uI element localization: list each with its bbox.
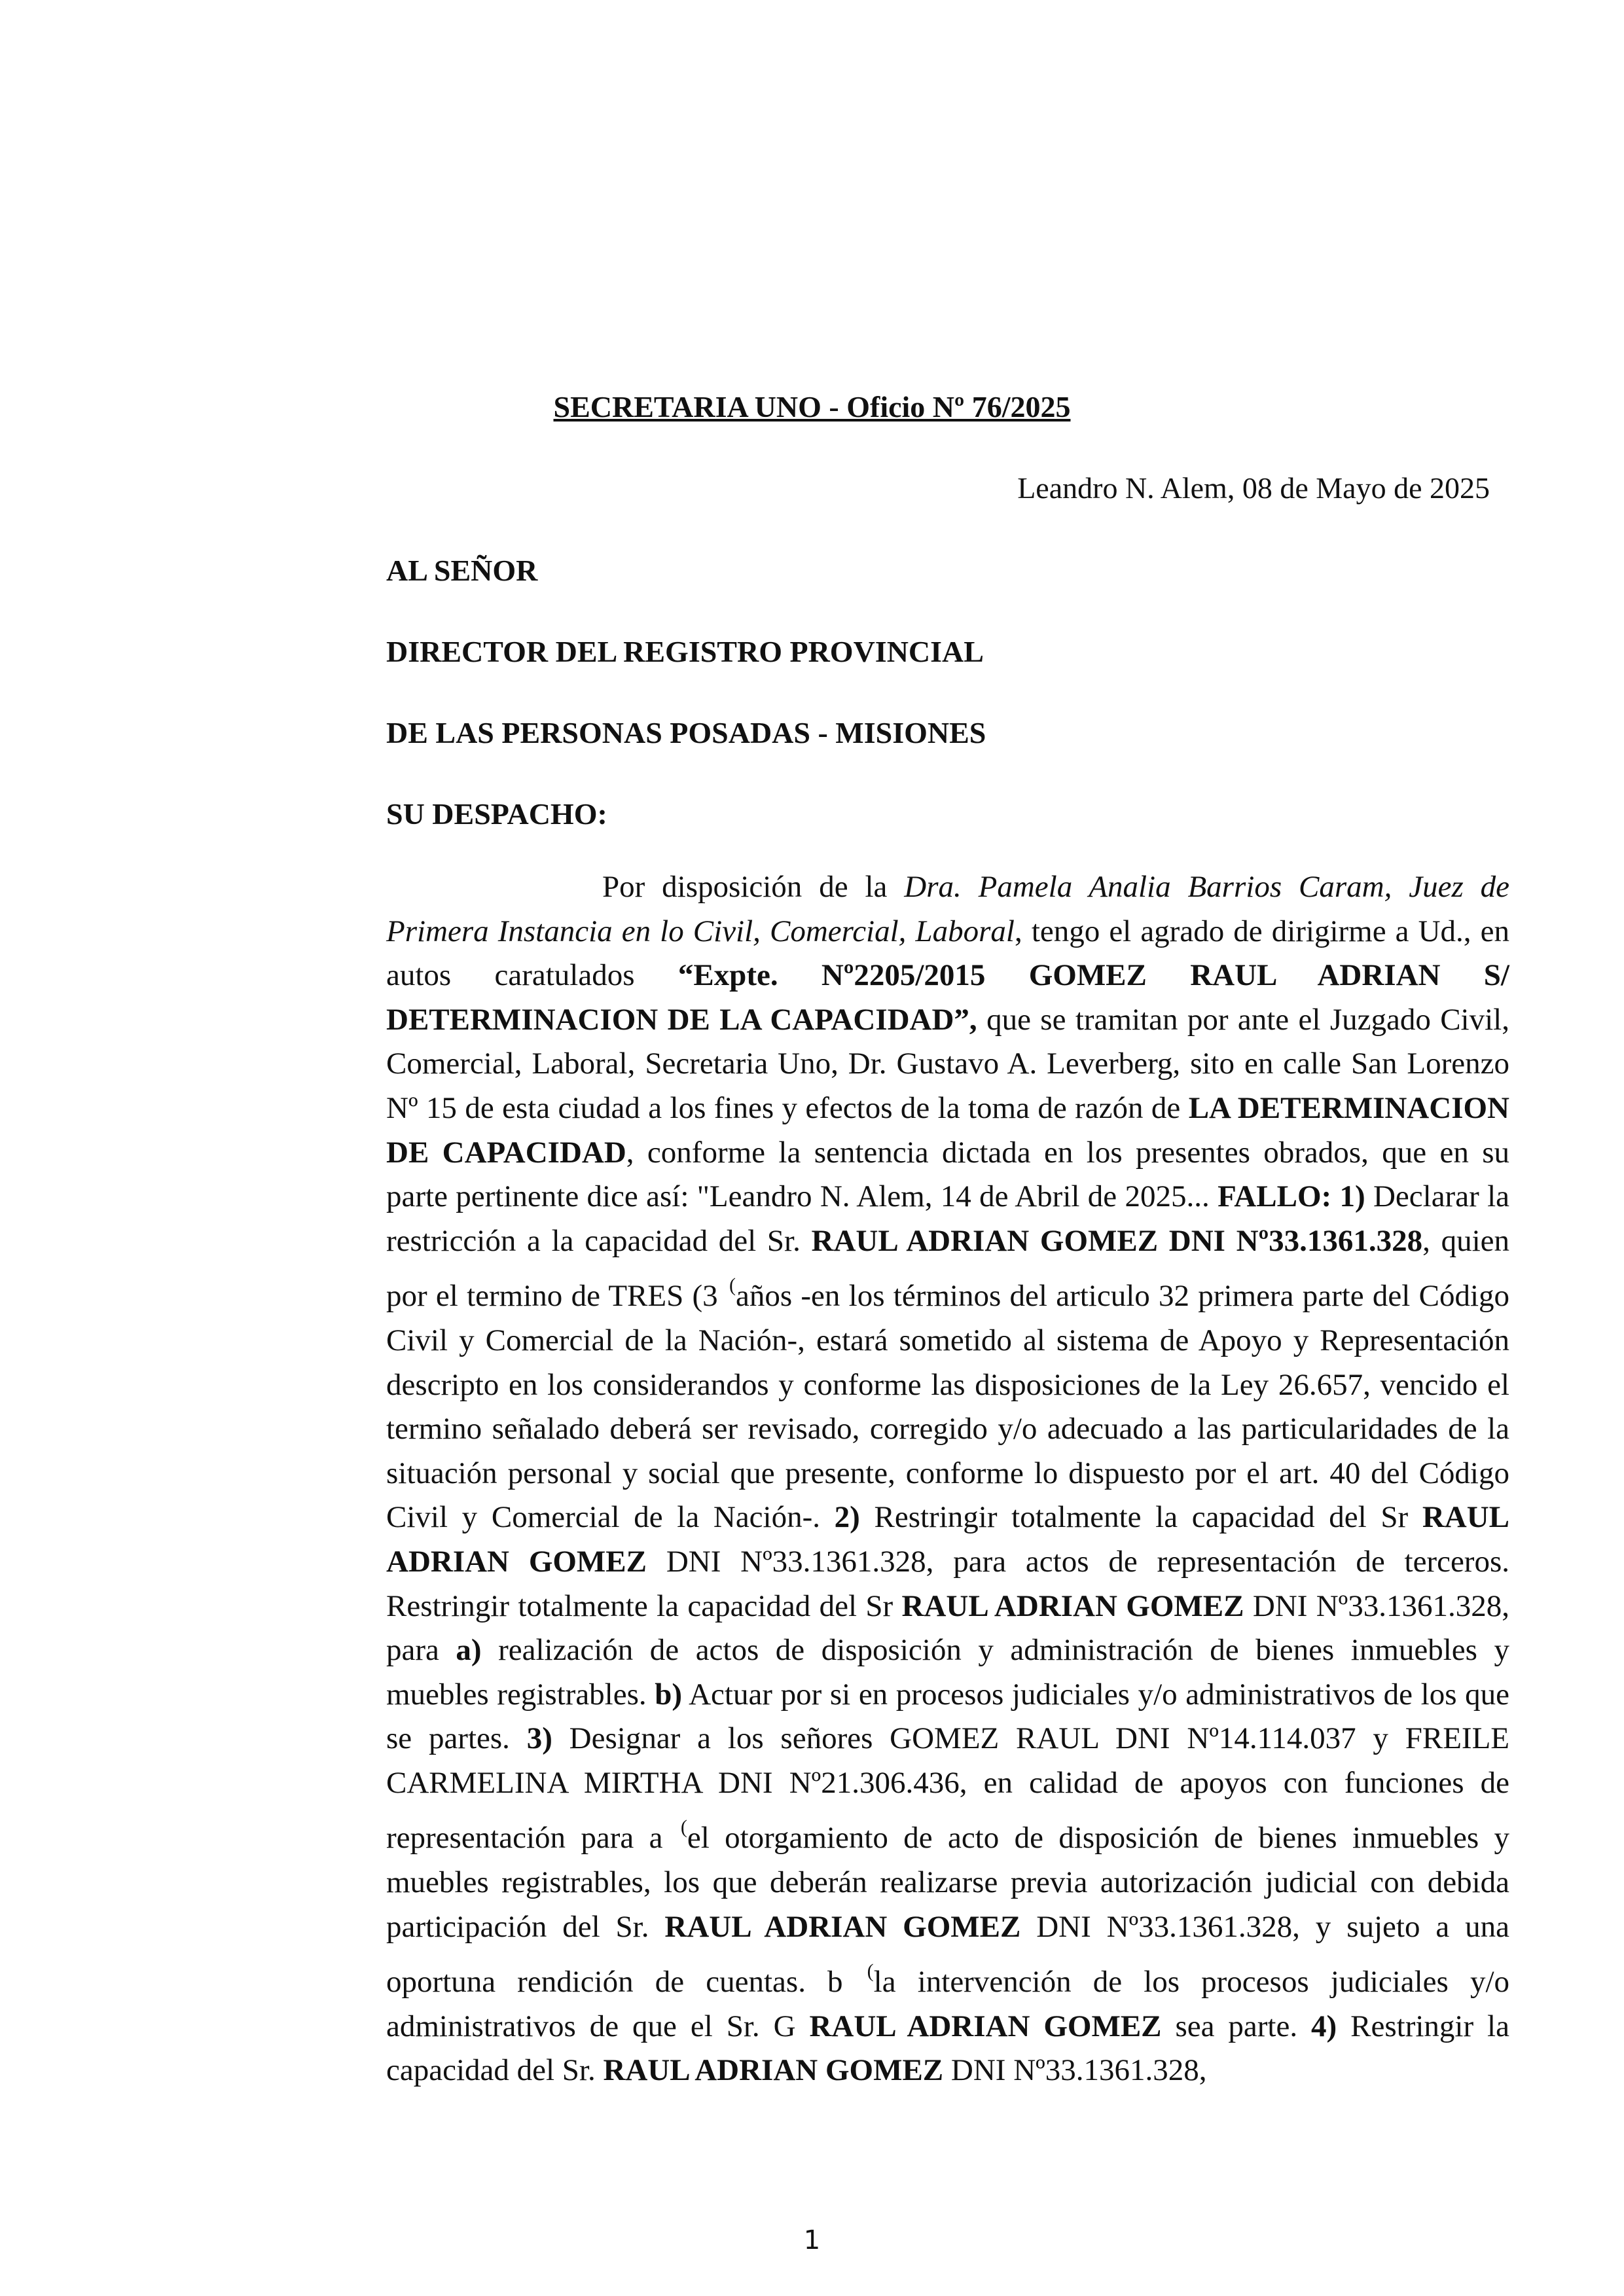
superscript-paren: ( — [729, 1274, 736, 1297]
body-text-segment: Restringir la capacidad del Sr. — [386, 2009, 1509, 2088]
date-line: Leandro N. Alem, 08 de Mayo de 2025 — [1017, 471, 1490, 505]
oficio-heading — [0, 387, 1624, 427]
body-text-segment: , tengo el agrado de dirigirme a Ud., en autos caratulados — [386, 914, 1509, 993]
addressee-line-3: DE LAS PERSONAS POSADAS - MISIONES — [386, 716, 986, 749]
judge-name: Dra. Pamela Analia Barrios Caram, Juez de Primera Instancia en lo Civil, Comercial, Laboral — [386, 870, 1510, 948]
body-text-segment: Actuar por si en procesos judiciales y/o administrativos de los que se partes. — [386, 1677, 1509, 1756]
person-name: RAUL ADRIAN GOMEZ — [664, 1909, 1021, 1944]
page-number: 1 — [803, 2225, 821, 2255]
body-text-segment: la intervención de los procesos judiciales y/o administrativos de que el Sr. G — [386, 1965, 1509, 2043]
subject-emphasis: LA DETERMINACION DE CAPACIDAD — [386, 1090, 1509, 1170]
addressee-line-2: DIRECTOR DEL REGISTRO PROVINCIAL — [386, 635, 984, 668]
body-text-segment: DNI Nº33.1361.328, y sujeto a una oportuna rendición de cuentas. b — [386, 1909, 1509, 2000]
item-number: 2) — [834, 1500, 860, 1535]
case-title: “Expte. Nº2205/2015 GOMEZ RAUL ADRIAN S/ DETERMINACION DE LA CAPACIDAD”, — [386, 958, 1509, 1037]
item-letter: a) — [456, 1633, 482, 1668]
person-name: RAUL ADRIAN GOMEZ — [386, 1500, 1510, 1579]
body-text-segment: Designar a los señores GOMEZ RAUL DNI Nº14.114.037 y FREILE CARMELINA MIRTHA DNI Nº21.306.436, en calidad de apoyos con funciones de representación para a — [386, 1721, 1509, 1856]
item-letter: b) — [655, 1677, 683, 1712]
body-text-segment: Por disposición de la — [602, 870, 905, 904]
body-text-segment: Restringir totalmente la capacidad del Sr — [859, 1500, 1422, 1535]
body-text-segment: el otorgamiento de acto de disposición de bienes inmuebles y muebles registrables, los que deberán realizarse previa autorización judicial con debida participación del Sr. — [386, 1821, 1510, 1944]
body-text-segment: DNI Nº33.1361.328, — [943, 2053, 1207, 2088]
fallo-label: FALLO: 1) — [1218, 1179, 1365, 1214]
body-text-segment: sea parte. — [1161, 2009, 1312, 2043]
body-text-segment: años -en los términos del articulo 32 primera parte del Código Civil y Comercial de la Nación-, estará sometido al sistema de Apoyo y Representación descripto en los considerandos y conforme las disposiciones de la Ley 26.657, vencido el termino señalado deberá ser revisado, corregido y/o adecuado a las particularidades de la situación personal y social que presente, conforme lo dispuesto por el art. 40 del Código Civil y Comercial de la Nación-. — [386, 1279, 1510, 1535]
person-name: RAUL ADRIAN GOMEZ — [901, 1588, 1244, 1623]
item-number: 3) — [526, 1721, 552, 1756]
addressee-line-4: SU DESPACHO: — [386, 797, 607, 831]
body-text-segment: realización de actos de disposición y administración de bienes inmuebles y muebles registrables. — [386, 1633, 1509, 1712]
superscript-paren: ( — [867, 1960, 874, 1982]
body-paragraph — [386, 865, 1509, 2093]
body-text-segment: DNI Nº33.1361.328, para — [386, 1588, 1509, 1668]
body-text-segment: DNI Nº33.1361.328, para actos de representación de terceros. Restringir totalmente la capacidad del Sr — [386, 1544, 1509, 1623]
person-name: RAUL ADRIAN GOMEZ — [603, 2053, 944, 2088]
person-name-dni: RAUL ADRIAN GOMEZ DNI Nº33.1361.328 — [811, 1223, 1423, 1258]
body-text-segment: , quien por el termino de TRES (3 — [386, 1223, 1510, 1314]
body-text-segment: Declarar la restricción a la capacidad del Sr. — [386, 1179, 1509, 1258]
body-text-segment: que se tramitan por ante el Juzgado Civil, Comercial, Laboral, Secretaria Uno, Dr. Gustavo A. Leverberg, sito en calle San Lorenzo Nº 15 de esta ciudad a los fines y efectos de la toma de razón de — [386, 1002, 1509, 1125]
item-number: 4) — [1311, 2009, 1337, 2043]
heading-text: SECRETARIA UNO - Oficio Nº 76/2025 — [553, 390, 1071, 423]
person-name: RAUL ADRIAN GOMEZ — [809, 2009, 1162, 2043]
superscript-paren: ( — [680, 1816, 687, 1839]
addressee-line-1: AL SEÑOR — [386, 554, 538, 587]
body-text-segment: , conforme la sentencia dictada en los presentes obrados, que en su parte pertinente dice así: "Leandro N. Alem, 14 de Abril de 2025... — [386, 1135, 1509, 1214]
